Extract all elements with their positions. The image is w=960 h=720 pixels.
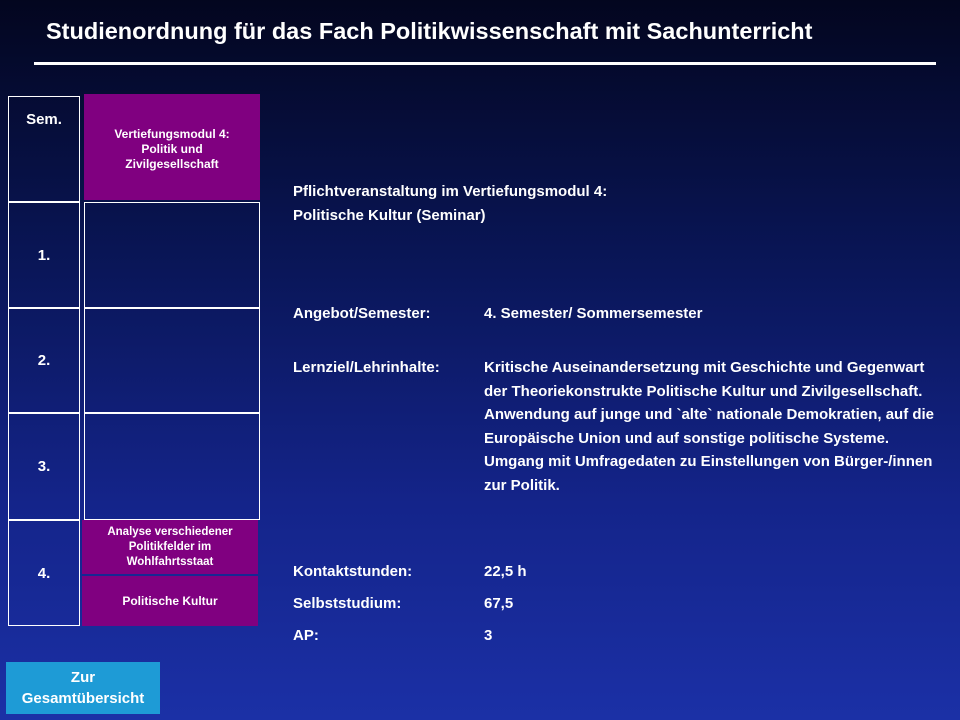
title-divider [34,62,936,65]
pflicht-heading: Pflichtveranstaltung im Vertiefungsmodul 4: Politische Kultur (Seminar) [293,183,608,224]
selbst-label: Selbststudium: [293,595,402,612]
module-cell-semester-3 [84,413,260,520]
selbst-value: 67,5 [484,595,514,612]
semester-header: Sem. [8,96,80,202]
angebot-value: 4. Semester/ Sommersemester [484,305,703,322]
kontakt-value: 22,5 h [484,563,527,580]
course-politische-kultur[interactable]: Politische Kultur [82,576,258,626]
kontakt-label: Kontaktstunden: [293,563,413,580]
course-analyse-politikfelder[interactable]: Analyse verschiedener Politikfelder im Wohlfahrtsstaat [82,520,258,574]
page-title: Studienordnung für das Fach Politikwissenschaft mit Sachunterricht [46,18,813,44]
lernziel-label: Lernziel/Lehrinhalte: [293,359,440,376]
semester-row-4: 4. [8,520,80,626]
semester-row-1: 1. [8,202,80,308]
angebot-label: Angebot/Semester: [293,305,431,322]
ap-label: AP: [293,627,319,644]
lernziel-value: Kritische Auseinandersetzung mit Geschichte und Gegenwart der Theoriekonstrukte Politische Kultur und Zivilgesellschaft. Anwendung auf junge und `alte` nationale Demokratien, auf die Europäische Union und auf sonstige politische Systeme. Umgang mit Umfragedaten zu Einstellungen von Bürger-/innen zur Politik. [484,359,935,494]
ap-value: 3 [484,627,493,644]
overview-button[interactable]: Zur Gesamtübersicht [6,662,160,714]
module-cell-semester-2 [84,308,260,413]
semester-row-2: 2. [8,308,80,413]
semester-row-3: 3. [8,413,80,520]
module-cell-semester-1 [84,202,260,308]
module-header: Vertiefungsmodul 4: Politik und Zivilgesellschaft [84,94,260,200]
